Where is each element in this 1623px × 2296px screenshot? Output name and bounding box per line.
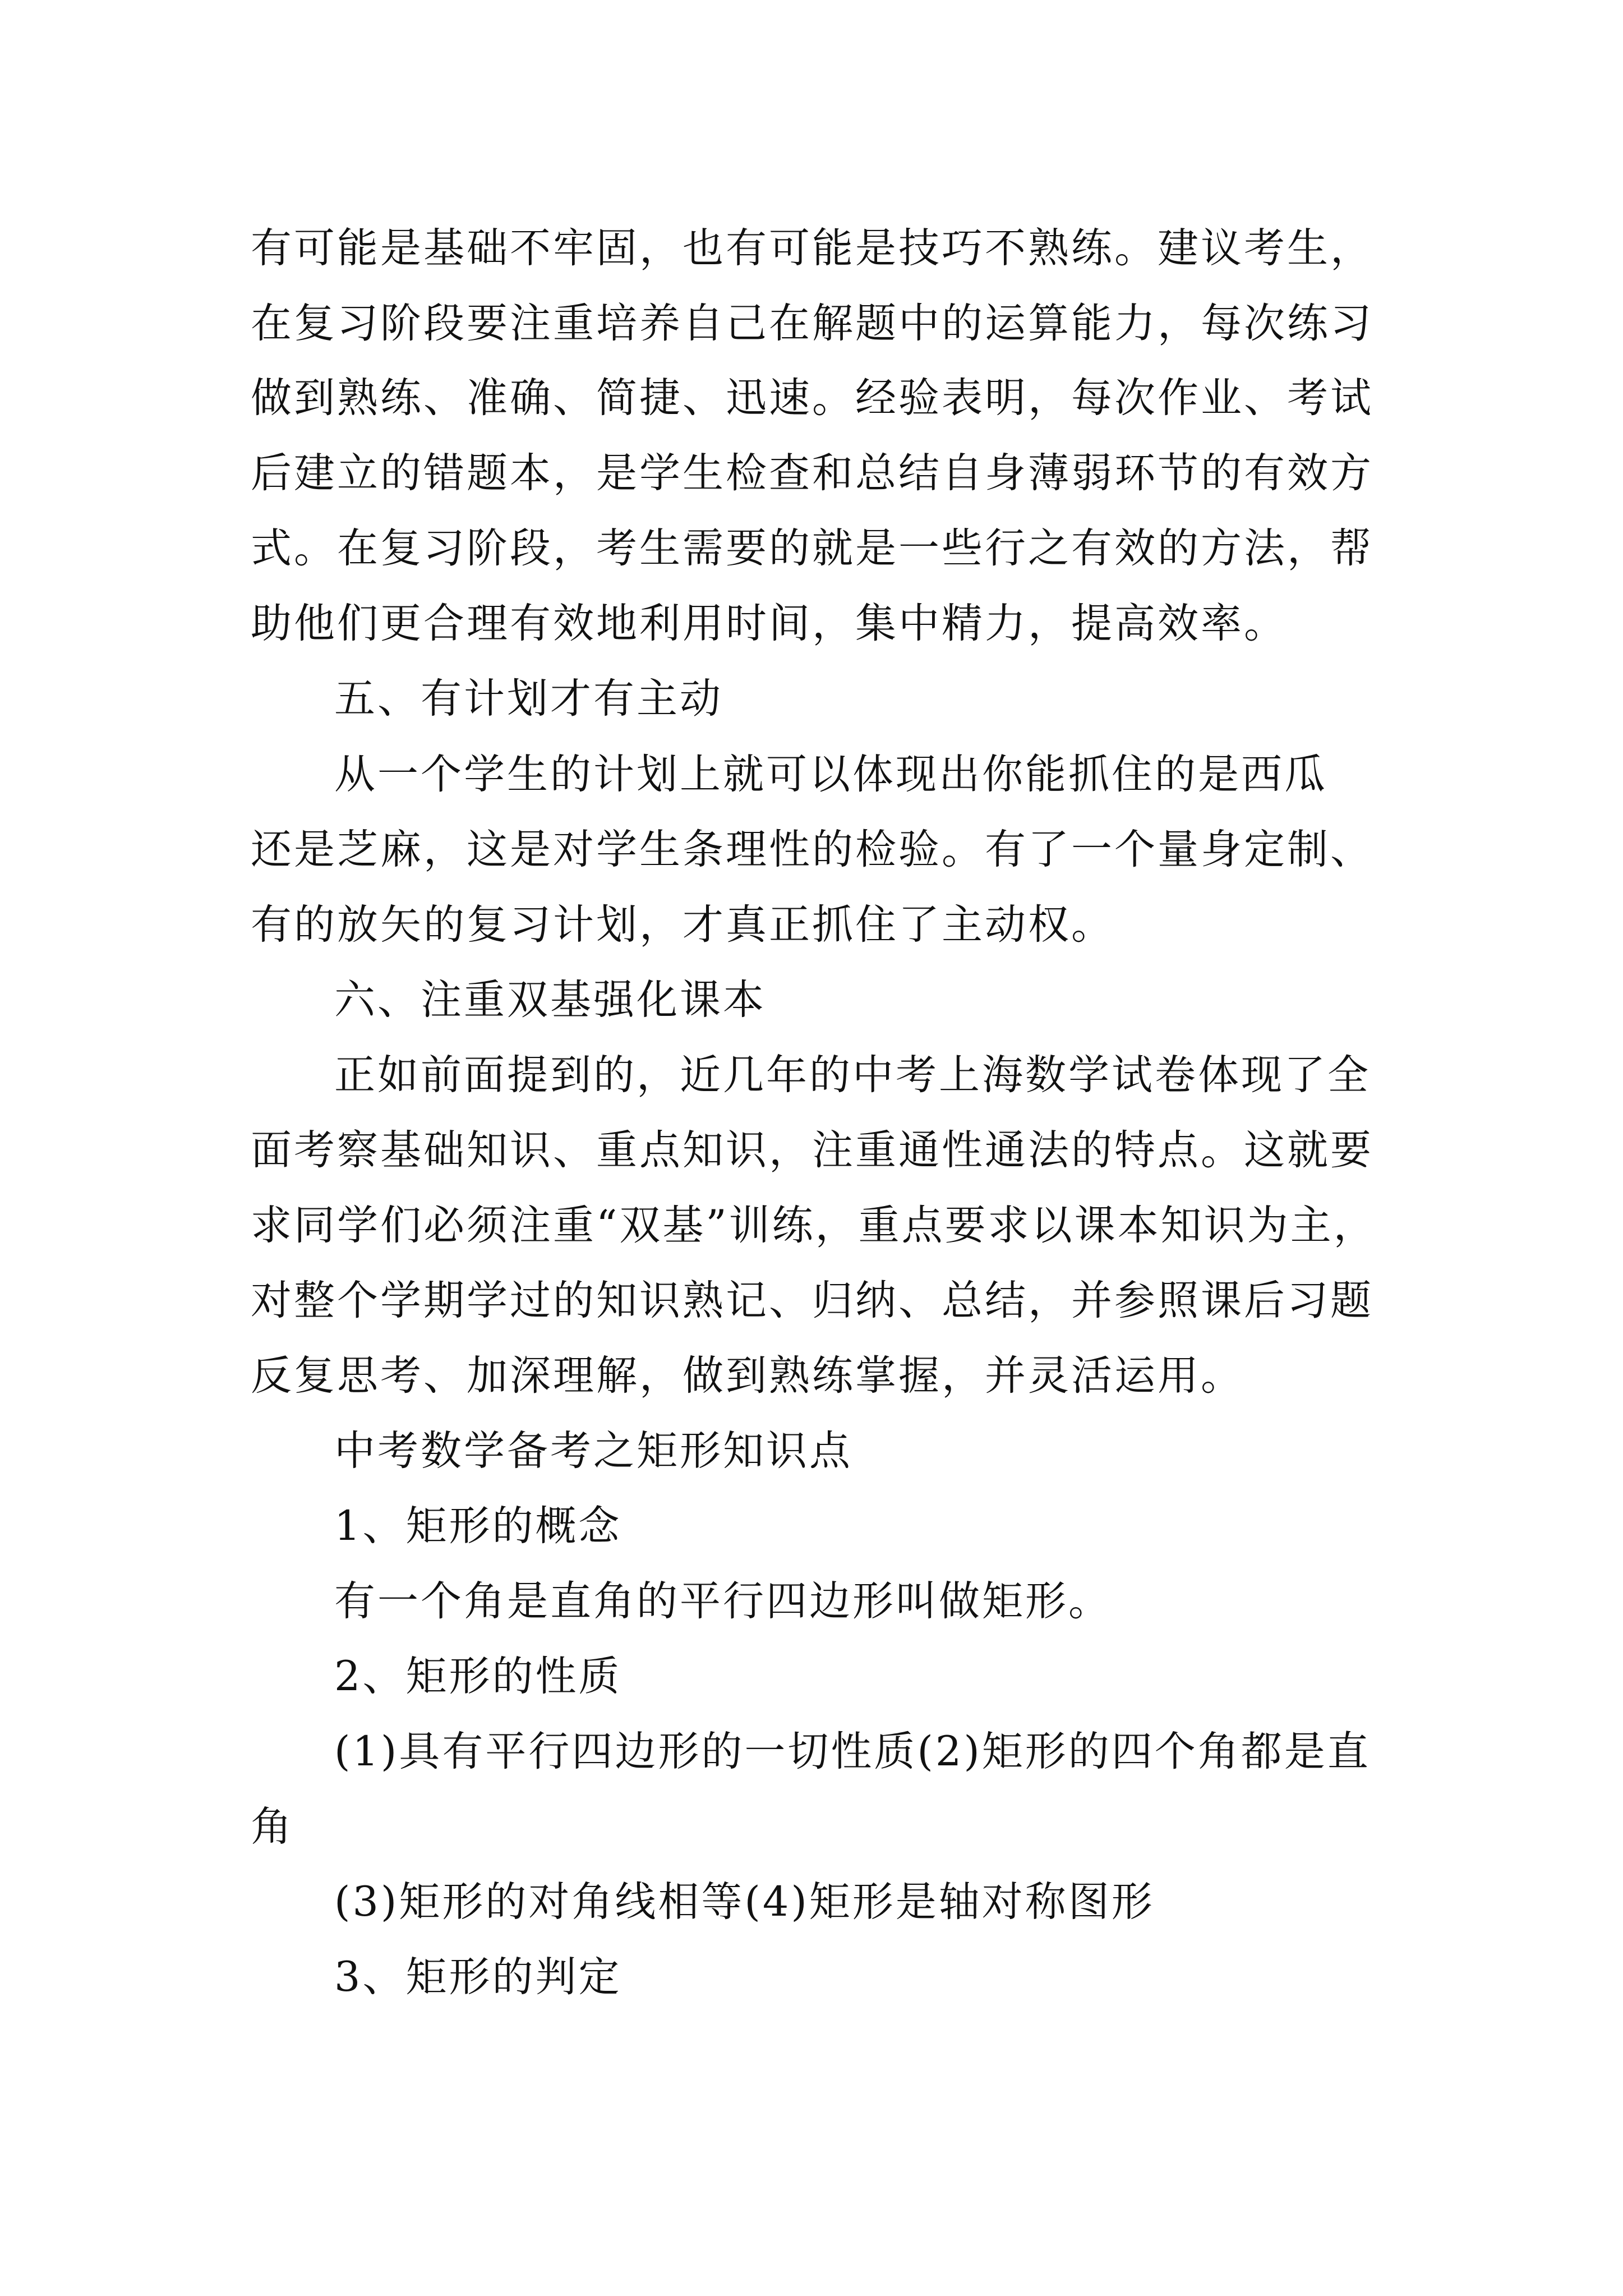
paragraph-line: 还是芝麻，这是对学生条理性的检验。有了一个量身定制、 xyxy=(251,826,1373,873)
section-heading: 六、注重双基强化课本 xyxy=(334,976,766,1024)
section-heading: 五、有计划才有主动 xyxy=(334,675,723,723)
paragraph-line: 助他们更合理有效地利用时间，集中精力，提高效率。 xyxy=(251,600,1287,647)
paragraph-line: 有可能是基础不牢固，也有可能是技巧不熟练。建议考生， xyxy=(251,224,1373,272)
paragraph-line: 对整个学期学过的知识熟记、归纳、总结，并参照课后习题 xyxy=(251,1277,1373,1324)
paragraph-line: 从一个学生的计划上就可以体现出你能抓住的是西瓜 xyxy=(334,751,1327,798)
paragraph-line: 正如前面提到的，近几年的中考上海数学试卷体现了全 xyxy=(334,1051,1371,1099)
paragraph-line: 后建立的错题本，是学生检查和总结自身薄弱环节的有效方 xyxy=(251,449,1373,497)
paragraph-line: 角 xyxy=(251,1803,294,1851)
section-heading: 2、矩形的性质 xyxy=(334,1653,622,1700)
paragraph-line: (1)具有平行四边形的一切性质(2)矩形的四个角都是直 xyxy=(334,1728,1371,1775)
paragraph-line: 做到熟练、准确、简捷、迅速。经验表明，每次作业、考试 xyxy=(251,374,1373,422)
paragraph-line: (3)矩形的对角线相等(4)矩形是轴对称图形 xyxy=(334,1878,1155,1926)
paragraph-line: 有的放矢的复习计划，才真正抓住了主动权。 xyxy=(251,901,1114,949)
paragraph-line: 求同学们必须注重“双基”训练，重点要求以课本知识为主， xyxy=(251,1202,1377,1249)
paragraph-line: 式。在复习阶段，考生需要的就是一些行之有效的方法，帮 xyxy=(251,524,1373,572)
paragraph-line: 反复思考、加深理解，做到熟练掌握，并灵活运用。 xyxy=(251,1352,1244,1400)
section-heading: 3、矩形的判定 xyxy=(334,1953,622,2001)
paragraph-line: 有一个角是直角的平行四边形叫做矩形。 xyxy=(334,1577,1112,1625)
paragraph-line: 面考察基础知识、重点知识，注重通性通法的特点。这就要 xyxy=(251,1126,1373,1174)
article-title: 中考数学备考之矩形知识点 xyxy=(334,1427,852,1475)
section-heading: 1、矩形的概念 xyxy=(334,1502,622,1550)
paragraph-line: 在复习阶段要注重培养自己在解题中的运算能力，每次练习 xyxy=(251,300,1373,347)
